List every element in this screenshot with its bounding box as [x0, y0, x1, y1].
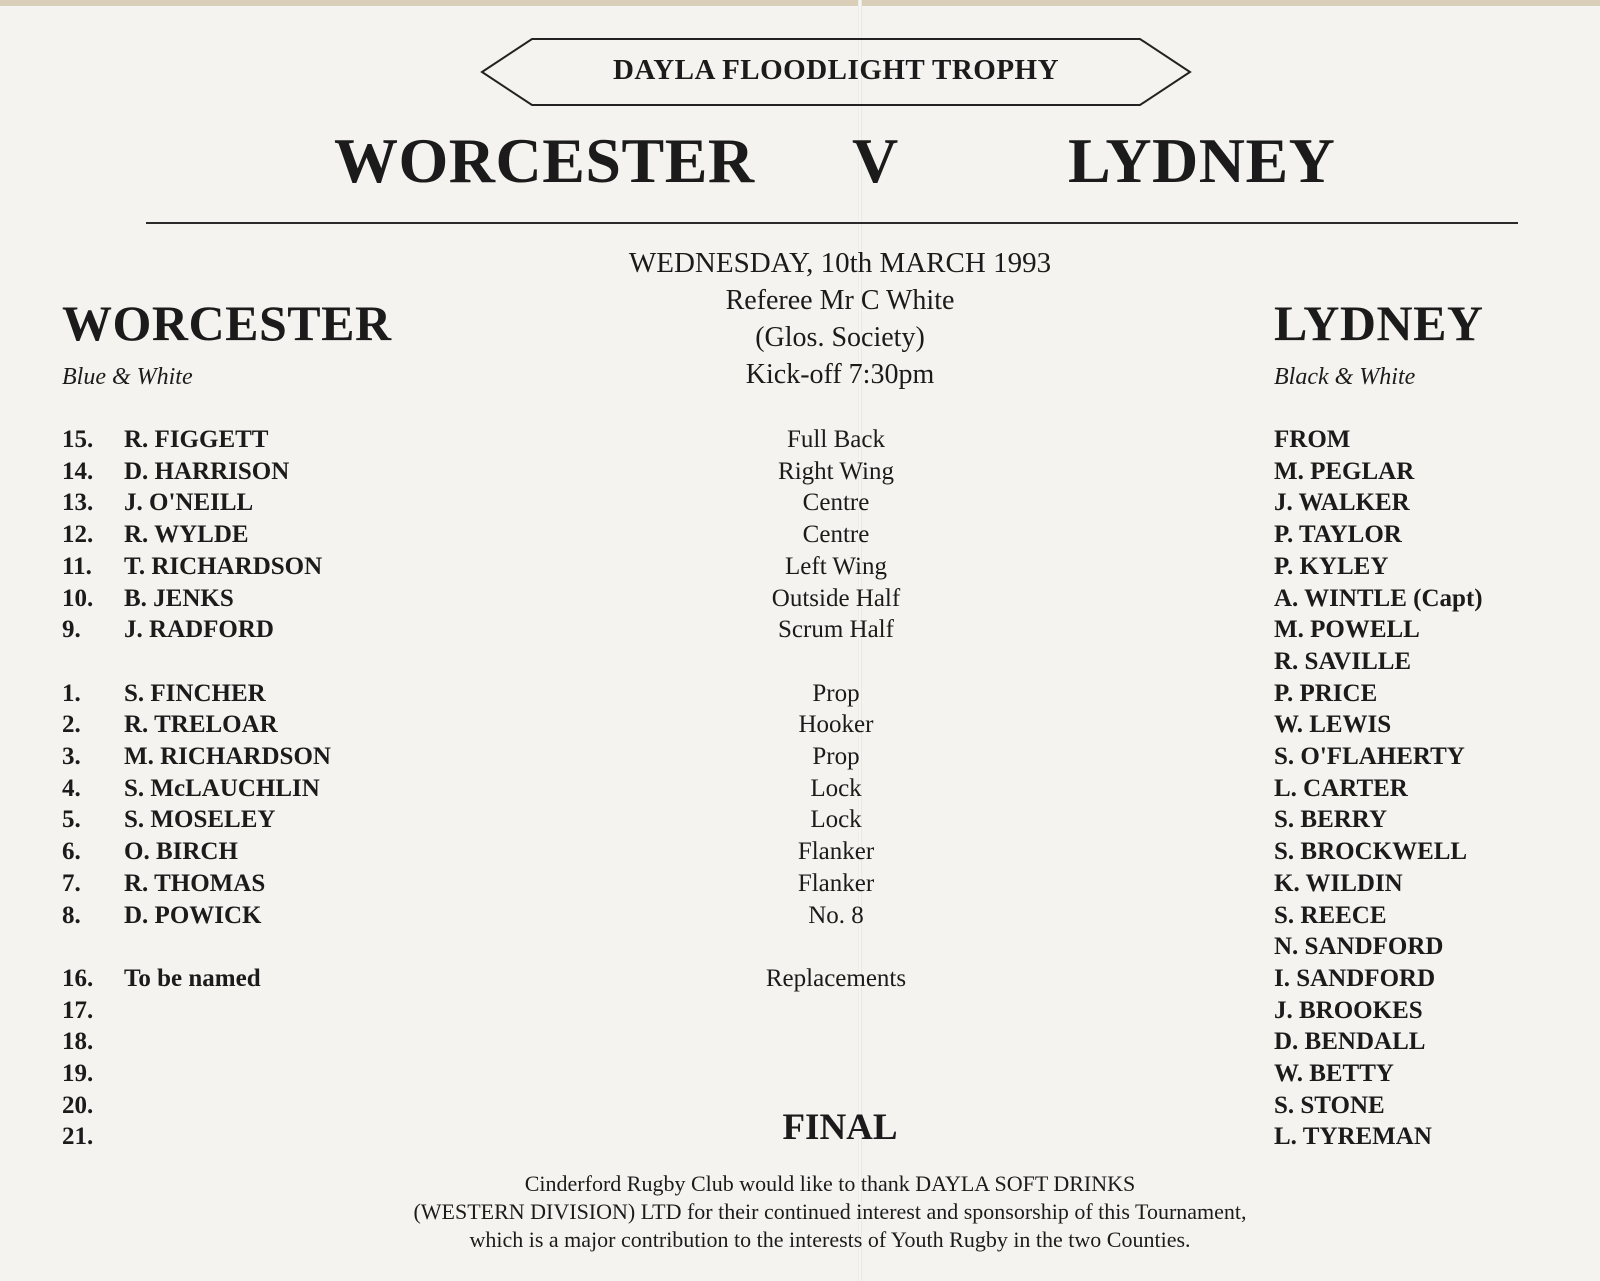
player-name: T. RICHARDSON: [124, 552, 323, 580]
player-position: Right Wing: [778, 457, 894, 485]
player-name: R. FIGGETT: [124, 426, 269, 453]
home-team-name: WORCESTER: [62, 295, 392, 351]
player-name: S. McLAUCHLIN: [124, 774, 320, 802]
player-number: 2.: [62, 711, 81, 739]
sponsor-note-line: which is a major contribution to the interests of Youth Rugby in the two Counties.: [469, 1227, 1191, 1252]
squad-player: P. TAYLOR: [1274, 521, 1402, 549]
squad-player: A. WINTLE (Capt): [1274, 584, 1483, 612]
player-number: 4.: [62, 774, 81, 802]
player-position: Lock: [810, 806, 862, 834]
player-number: 14.: [62, 457, 94, 485]
paper-edge: [0, 0, 1600, 6]
replacements-label: Replacements: [765, 964, 907, 992]
player-number: 6.: [62, 838, 81, 866]
squad-player: R. SAVILLE: [1274, 647, 1412, 675]
squad-player: L. TYREMAN: [1274, 1123, 1432, 1151]
home-team-colours: Blue & White: [62, 364, 193, 390]
player-name: D. POWICK: [124, 901, 262, 929]
player-number: 18.: [62, 1028, 94, 1056]
player-position: Centre: [802, 521, 870, 549]
squad-player: I. SANDFORD: [1274, 964, 1436, 992]
player-number: 7.: [62, 869, 81, 897]
match-date: WEDNESDAY, 10th MARCH 1993: [628, 247, 1052, 279]
player-number: 10.: [62, 584, 94, 612]
player-name: B. JENKS: [124, 584, 234, 612]
player-position: No. 8: [808, 901, 864, 929]
player-position: Prop: [812, 679, 860, 707]
player-position: Left Wing: [785, 552, 887, 580]
match-info: [560, 244, 1120, 393]
squad-player: N. SANDFORD: [1274, 933, 1444, 961]
player-number: 19.: [62, 1060, 94, 1087]
player-position: Hooker: [798, 711, 874, 739]
sponsor-note: [330, 1170, 1330, 1254]
squad-player: S. REECE: [1274, 901, 1387, 929]
squad-player: P. PRICE: [1274, 679, 1378, 707]
player-name: D. HARRISON: [124, 457, 290, 485]
player-name: S. FINCHER: [124, 679, 266, 707]
final-heading: FINAL: [782, 1107, 898, 1148]
player-name: To be named: [124, 964, 261, 992]
match-referee: Referee Mr C White: [725, 285, 955, 316]
player-number: 12.: [62, 521, 94, 549]
player-position: Scrum Half: [778, 616, 894, 644]
player-name: J. O'NEILL: [124, 489, 254, 517]
sponsor-note-line: Cinderford Rugby Club would like to thank DAYLA SOFT DRINKS: [524, 1171, 1136, 1196]
fixture-away-team: LYDNEY: [1068, 125, 1336, 196]
squad-player: S. O'FLAHERTY: [1274, 743, 1465, 770]
player-number: 17.: [62, 996, 94, 1024]
squad-player: W. LEWIS: [1274, 711, 1392, 739]
squad-player: S. STONE: [1274, 1091, 1385, 1119]
player-position: Prop: [812, 743, 860, 770]
player-position: Centre: [802, 489, 870, 517]
player-number: 13.: [62, 489, 94, 517]
squad-player: W. BETTY: [1274, 1060, 1394, 1087]
player-number: 21.: [62, 1123, 94, 1151]
squad-player: M. POWELL: [1274, 616, 1420, 644]
fixture-heading: [0, 124, 1600, 204]
squad-player: L. CARTER: [1274, 774, 1408, 802]
squad-heading: FROM: [1274, 426, 1351, 453]
match-referee-society: (Glos. Society): [755, 322, 925, 353]
squad-player: S. BROCKWELL: [1274, 838, 1468, 866]
player-position: Outside Half: [771, 584, 901, 612]
player-name: O. BIRCH: [124, 838, 238, 866]
player-name: R. THOMAS: [124, 869, 266, 897]
player-number: 11.: [62, 552, 92, 580]
squad-player: J. WALKER: [1274, 489, 1410, 517]
squad-player: S. BERRY: [1274, 806, 1388, 834]
player-position: Full Back: [787, 426, 885, 453]
player-position: Flanker: [797, 869, 875, 897]
squad-player: P. KYLEY: [1274, 552, 1389, 580]
fixture-versus: V: [852, 125, 899, 196]
player-number: 1.: [62, 679, 81, 707]
match-kickoff: Kick-off 7:30pm: [745, 359, 935, 390]
squad-player: M. PEGLAR: [1274, 457, 1415, 485]
player-position: Lock: [810, 774, 862, 802]
squad-player: K. WILDIN: [1274, 869, 1403, 897]
player-name: J. RADFORD: [124, 616, 274, 644]
player-number: 15.: [62, 426, 94, 453]
player-position: Flanker: [797, 838, 875, 866]
player-name: R. TRELOAR: [124, 711, 278, 739]
squad-player: J. BROOKES: [1274, 996, 1423, 1024]
squad-player: D. BENDALL: [1274, 1028, 1426, 1056]
trophy-banner: [480, 36, 1192, 108]
player-number: 9.: [62, 616, 81, 644]
away-team-name: LYDNEY: [1274, 295, 1484, 351]
sponsor-note-line: (WESTERN DIVISION) LTD for their continued interest and sponsorship of this Tournament,: [413, 1199, 1247, 1224]
player-name: S. MOSELEY: [124, 806, 276, 834]
heading-divider: [146, 222, 1518, 224]
trophy-title: DAYLA FLOODLIGHT TROPHY: [612, 54, 1060, 86]
player-name: R. WYLDE: [124, 521, 249, 549]
player-number: 16.: [62, 964, 94, 992]
player-number: 20.: [62, 1091, 94, 1119]
fixture-home-team: WORCESTER: [334, 125, 755, 196]
player-number: 5.: [62, 806, 81, 834]
player-name: M. RICHARDSON: [124, 743, 331, 770]
player-number: 8.: [62, 901, 81, 929]
away-team-colours: Black & White: [1274, 364, 1416, 390]
player-number: 3.: [62, 743, 81, 770]
